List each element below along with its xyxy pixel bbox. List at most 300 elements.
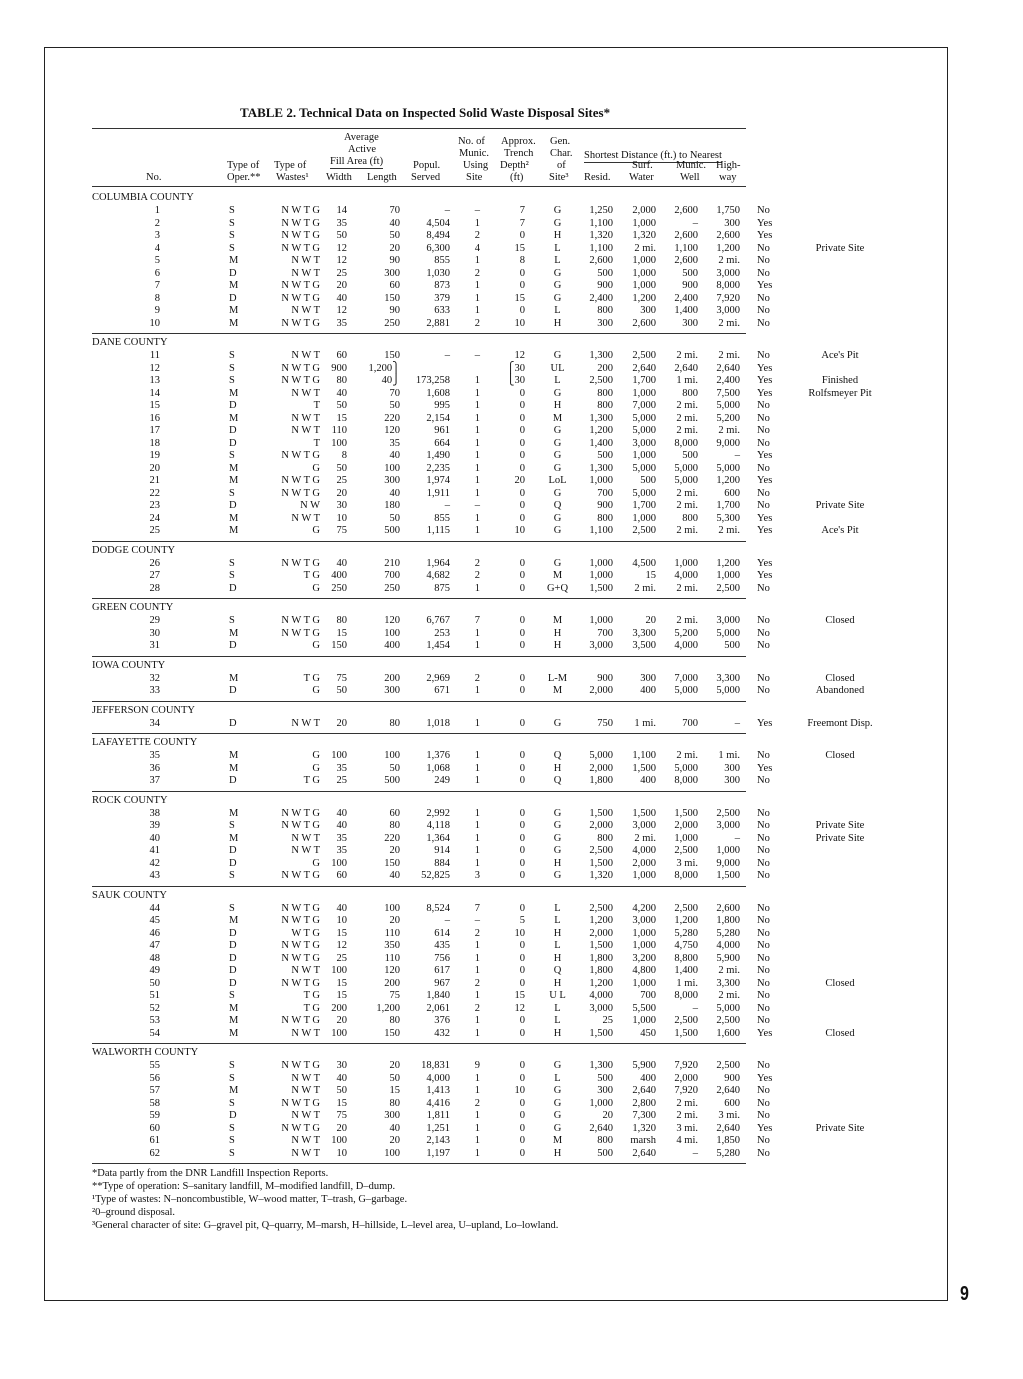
site-no-cell: 60 bbox=[149, 1122, 160, 1134]
fill-length-cell: 400 bbox=[384, 640, 400, 651]
site-no-cell: 2 bbox=[154, 217, 160, 229]
munic-using-cell: 2 bbox=[474, 927, 480, 939]
table-row bbox=[0, 990, 1023, 1003]
munic-using-cell: 4 bbox=[474, 242, 480, 254]
yes-no-cell: No bbox=[757, 350, 770, 361]
fill-width-cell: 75 bbox=[336, 672, 347, 684]
site-character-cell: G bbox=[553, 832, 562, 844]
site-no-cell: 20 bbox=[149, 462, 160, 474]
site-no-cell: 58 bbox=[149, 1097, 160, 1109]
type-wastes-cell: N W T G bbox=[281, 487, 320, 499]
population-cell: 1,974 bbox=[426, 475, 450, 486]
dist-surface-water-cell: 400 bbox=[640, 685, 656, 696]
dist-surface-water-cell: 1 mi. bbox=[634, 717, 656, 729]
fill-length-cell: 50 bbox=[389, 1072, 400, 1084]
type-wastes-cell: G bbox=[312, 582, 320, 594]
site-character-cell: G bbox=[553, 267, 562, 279]
type-oper-cell: S bbox=[229, 362, 235, 374]
site-no-cell: 43 bbox=[149, 870, 160, 881]
site-no-cell: 49 bbox=[149, 965, 160, 976]
fill-length-cell: 300 bbox=[384, 267, 400, 279]
fill-width-cell: 100 bbox=[331, 1135, 347, 1146]
type-oper-cell: M bbox=[229, 525, 239, 536]
site-no-cell: 6 bbox=[154, 267, 160, 279]
site-character-cell: U L bbox=[549, 990, 566, 1001]
fill-width-cell: 50 bbox=[336, 462, 347, 474]
site-no-cell: 44 bbox=[149, 902, 160, 914]
dist-resid-cell: 1,300 bbox=[589, 1060, 613, 1071]
dist-surface-water-cell: 1,000 bbox=[632, 387, 656, 399]
dist-munic-well-cell: 5,200 bbox=[674, 627, 698, 639]
dist-munic-well-cell: 2,640 bbox=[674, 362, 698, 374]
site-no-cell: 5 bbox=[154, 255, 160, 266]
dist-resid-cell: 800 bbox=[597, 387, 613, 399]
dist-surface-water-cell: 1,500 bbox=[632, 807, 656, 819]
type-oper-cell: D bbox=[229, 775, 237, 786]
table-row bbox=[0, 388, 1023, 401]
dist-surface-water-cell: 3,300 bbox=[632, 627, 656, 639]
type-wastes-cell: T G bbox=[303, 1002, 320, 1014]
fill-width-cell: 20 bbox=[336, 1015, 347, 1026]
fill-width-cell: 15 bbox=[336, 990, 347, 1001]
type-wastes-cell: N W bbox=[300, 500, 320, 511]
fill-width-cell: 100 bbox=[331, 965, 347, 976]
fill-length-cell: 300 bbox=[384, 685, 400, 696]
yes-no-cell: No bbox=[757, 915, 770, 926]
population-cell: 2,969 bbox=[426, 672, 450, 684]
dist-resid-cell: 1,500 bbox=[589, 940, 613, 951]
fill-length-cell: 80 bbox=[389, 717, 400, 729]
trench-depth-cell: 0 bbox=[519, 1135, 525, 1146]
site-character-cell: L bbox=[554, 915, 561, 926]
dist-munic-well-cell: 1,400 bbox=[674, 965, 698, 976]
fill-length-cell: 120 bbox=[384, 615, 400, 626]
site-character-cell: G bbox=[553, 1110, 562, 1121]
munic-using-cell: 1 bbox=[474, 820, 480, 831]
type-oper-cell: M bbox=[229, 387, 239, 399]
type-oper-cell: D bbox=[229, 952, 237, 964]
munic-using-cell: 1 bbox=[474, 832, 480, 844]
site-character-cell: G bbox=[553, 820, 562, 831]
munic-using-cell: 1 bbox=[474, 990, 480, 1001]
header-resid: Resid. bbox=[584, 172, 611, 183]
munic-using-cell: 1 bbox=[474, 762, 480, 774]
munic-using-cell: 2 bbox=[474, 230, 480, 241]
type-oper-cell: M bbox=[229, 317, 239, 329]
fill-width-cell: 12 bbox=[336, 242, 347, 254]
type-oper-cell: D bbox=[229, 1110, 237, 1121]
fill-length-cell: 90 bbox=[389, 305, 400, 316]
site-character-cell: Q bbox=[553, 775, 562, 786]
dist-surface-water-cell: 1,000 bbox=[632, 267, 656, 279]
trench-depth-cell: 0 bbox=[519, 685, 525, 696]
county-heading: COLUMBIA COUNTY bbox=[92, 192, 194, 203]
yes-no-cell: Yes bbox=[757, 762, 773, 774]
dist-munic-well-cell: 8,000 bbox=[674, 437, 698, 449]
dist-resid-cell: 5,000 bbox=[589, 750, 613, 761]
fill-width-cell: 20 bbox=[336, 717, 347, 729]
trench-depth-cell: 15 bbox=[514, 990, 525, 1001]
population-cell: 1,811 bbox=[426, 1110, 450, 1121]
type-wastes-cell: N W T bbox=[291, 1085, 320, 1096]
fill-length-cell: 180 bbox=[384, 500, 400, 511]
trench-depth-cell: 0 bbox=[519, 807, 525, 819]
dist-highway-cell: 1 mi. bbox=[718, 750, 740, 761]
dist-munic-well-cell: 7,000 bbox=[674, 672, 698, 684]
site-no-cell: 4 bbox=[154, 242, 160, 254]
dist-highway-cell: 2,640 bbox=[716, 362, 740, 374]
site-character-cell: L bbox=[554, 1015, 561, 1026]
site-no-cell: 26 bbox=[149, 557, 160, 569]
fill-width-cell: 10 bbox=[336, 1147, 347, 1159]
dist-highway-cell: 1,000 bbox=[716, 845, 740, 856]
site-no-cell: 18 bbox=[149, 437, 160, 449]
site-character-cell: M bbox=[552, 570, 563, 581]
header-popul-1: Popul. bbox=[413, 160, 441, 171]
dist-highway-cell: 5,000 bbox=[716, 400, 740, 411]
type-oper-cell: M bbox=[229, 255, 239, 266]
type-wastes-cell: T G bbox=[303, 775, 320, 786]
dist-resid-cell: 800 bbox=[597, 305, 613, 316]
site-character-cell: L bbox=[554, 242, 561, 254]
site-no-cell: 48 bbox=[149, 952, 160, 964]
dist-resid-cell: 1,000 bbox=[589, 615, 613, 626]
fill-length-cell: 40 bbox=[389, 450, 400, 461]
munic-using-cell: 1 bbox=[474, 1085, 480, 1096]
dist-highway-cell: 3,000 bbox=[716, 820, 740, 831]
population-cell: 2,143 bbox=[426, 1135, 450, 1146]
dist-highway-cell: 2,600 bbox=[716, 230, 740, 241]
dist-highway-cell: – bbox=[734, 717, 740, 729]
type-wastes-cell: N W T G bbox=[281, 870, 320, 881]
header-fill-1: Average bbox=[344, 132, 379, 143]
dist-resid-cell: 2,500 bbox=[589, 375, 613, 386]
dist-surface-water-cell: 5,900 bbox=[632, 1060, 656, 1071]
fill-width-cell: 35 bbox=[336, 845, 347, 856]
table-row bbox=[0, 1123, 1023, 1136]
dist-munic-well-cell: 2 mi. bbox=[676, 425, 698, 436]
header-length: Length bbox=[367, 172, 397, 183]
population-cell: 1,068 bbox=[426, 762, 450, 774]
population-cell: – bbox=[444, 915, 450, 926]
trench-depth-cell: 0 bbox=[519, 280, 525, 291]
yes-no-cell: No bbox=[757, 870, 770, 881]
footnote-data-source: *Data partly from the DNR Landfill Inspection Reports. bbox=[92, 1168, 329, 1179]
dist-highway-cell: 2,500 bbox=[716, 1015, 740, 1026]
site-no-cell: 31 bbox=[149, 640, 160, 651]
site-no-cell: 35 bbox=[149, 750, 160, 761]
type-wastes-cell: N W T G bbox=[281, 952, 320, 964]
population-cell: – bbox=[444, 205, 450, 216]
munic-using-cell: 1 bbox=[474, 857, 480, 869]
munic-using-cell: 2 bbox=[474, 1097, 480, 1109]
county-heading: GREEN COUNTY bbox=[92, 602, 174, 613]
fill-width-cell: 10 bbox=[336, 512, 347, 524]
header-munic-3: Using bbox=[463, 160, 489, 171]
fill-length-cell: 300 bbox=[384, 1110, 400, 1121]
munic-using-cell: 1 bbox=[474, 412, 480, 424]
site-character-cell: G bbox=[553, 450, 562, 461]
site-character-cell: LoL bbox=[548, 475, 567, 486]
dist-resid-cell: 1,000 bbox=[589, 475, 613, 486]
table-row bbox=[0, 1135, 1023, 1148]
munic-using-cell: 1 bbox=[474, 940, 480, 951]
dist-surface-water-cell: 300 bbox=[640, 672, 656, 684]
type-wastes-cell: N W T G bbox=[281, 1015, 320, 1026]
type-oper-cell: S bbox=[229, 1072, 235, 1084]
county-divider-rule bbox=[92, 598, 746, 599]
footnote-type-operation: **Type of operation: S–sanitary landfill, M–modified landfill, D–dump. bbox=[92, 1181, 396, 1192]
site-character-cell: G bbox=[553, 280, 562, 291]
yes-no-cell: Yes bbox=[757, 717, 773, 729]
dist-resid-cell: 2,000 bbox=[589, 762, 613, 774]
munic-using-cell: 2 bbox=[474, 977, 480, 989]
trench-depth-cell: 0 bbox=[519, 570, 525, 581]
dist-munic-well-cell: 800 bbox=[682, 512, 698, 524]
site-no-cell: 39 bbox=[149, 820, 160, 831]
trench-depth-cell: 8 bbox=[519, 255, 525, 266]
dist-highway-cell: 1,700 bbox=[716, 500, 740, 511]
dist-munic-well-cell: 2,600 bbox=[674, 205, 698, 216]
type-wastes-cell: N W T G bbox=[281, 362, 320, 374]
header-munic-1: No. of bbox=[458, 136, 485, 147]
fill-length-cell: 120 bbox=[384, 425, 400, 436]
fill-width-cell: 50 bbox=[336, 685, 347, 696]
footnote-ground-disposal: ²0–ground disposal. bbox=[92, 1207, 176, 1218]
dist-munic-well-cell: 4,750 bbox=[674, 940, 698, 951]
dist-surface-water-cell: 1,000 bbox=[632, 450, 656, 461]
population-cell: 2,235 bbox=[426, 462, 450, 474]
site-no-cell: 54 bbox=[149, 1027, 160, 1039]
remark-cell: Closed bbox=[825, 977, 855, 989]
table-row bbox=[0, 628, 1023, 641]
fill-length-cell: 300 bbox=[384, 475, 400, 486]
yes-no-cell: No bbox=[757, 615, 770, 626]
dist-surface-water-cell: 2,800 bbox=[632, 1097, 656, 1109]
site-character-cell: G bbox=[553, 462, 562, 474]
table-row bbox=[0, 763, 1023, 776]
trench-depth-cell: 0 bbox=[519, 902, 525, 914]
yes-no-cell: No bbox=[757, 685, 770, 696]
dist-surface-water-cell: 1,000 bbox=[632, 255, 656, 266]
table-row bbox=[0, 570, 1023, 583]
type-oper-cell: D bbox=[229, 717, 237, 729]
page-number: 9 bbox=[960, 1283, 969, 1305]
remark-cell: Closed bbox=[825, 672, 855, 684]
table-row bbox=[0, 205, 1023, 218]
type-oper-cell: S bbox=[229, 820, 235, 831]
fill-length-cell: 100 bbox=[384, 627, 400, 639]
type-wastes-cell: T bbox=[313, 437, 320, 449]
fill-width-cell: 40 bbox=[336, 387, 347, 399]
trench-depth-cell: 0 bbox=[519, 1147, 525, 1159]
dist-munic-well-cell: – bbox=[692, 1147, 698, 1159]
dist-surface-water-cell: 300 bbox=[640, 305, 656, 316]
population-cell: 4,118 bbox=[426, 820, 450, 831]
trench-depth-cell: 0 bbox=[519, 832, 525, 844]
site-no-cell: 29 bbox=[149, 615, 160, 626]
site-no-cell: 40 bbox=[149, 832, 160, 844]
population-cell: – bbox=[444, 350, 450, 361]
fill-width-cell: 30 bbox=[336, 1060, 347, 1071]
dist-highway-cell: 3,300 bbox=[716, 672, 740, 684]
table-row bbox=[0, 673, 1023, 686]
county-divider-rule bbox=[92, 1043, 746, 1044]
type-wastes-cell: N W T bbox=[291, 267, 320, 279]
dist-surface-water-cell: 3,500 bbox=[632, 640, 656, 651]
fill-length-cell: 100 bbox=[384, 750, 400, 761]
fill-width-cell: 15 bbox=[336, 927, 347, 939]
site-character-cell: G+Q bbox=[546, 582, 569, 594]
munic-using-cell: 1 bbox=[474, 640, 480, 651]
type-oper-cell: M bbox=[229, 512, 239, 524]
munic-using-cell: 1 bbox=[474, 685, 480, 696]
type-wastes-cell: N W T G bbox=[281, 940, 320, 951]
fill-width-cell: 110 bbox=[331, 425, 347, 436]
site-no-cell: 16 bbox=[149, 412, 160, 424]
dist-highway-cell: 900 bbox=[724, 1072, 740, 1084]
dist-munic-well-cell: 3 mi. bbox=[676, 1122, 698, 1134]
county-divider-rule bbox=[92, 791, 746, 792]
trench-depth-cell: 0 bbox=[519, 500, 525, 511]
type-oper-cell: S bbox=[229, 205, 235, 216]
table-row bbox=[0, 375, 1023, 388]
header-type-oper-2: Oper.** bbox=[227, 172, 261, 183]
dist-highway-cell: 1,850 bbox=[716, 1135, 740, 1146]
dist-munic-well-cell: 3 mi. bbox=[676, 857, 698, 869]
site-no-cell: 53 bbox=[149, 1015, 160, 1026]
type-oper-cell: D bbox=[229, 640, 237, 651]
dist-munic-well-cell: 2,500 bbox=[674, 1015, 698, 1026]
yes-no-cell: No bbox=[757, 820, 770, 831]
population-cell: 8,524 bbox=[426, 902, 450, 914]
table-row bbox=[0, 280, 1023, 293]
fill-width-cell: 15 bbox=[336, 627, 347, 639]
dist-resid-cell: 500 bbox=[597, 450, 613, 461]
population-cell: 633 bbox=[434, 305, 450, 316]
yes-no-cell: Yes bbox=[757, 1122, 773, 1134]
dist-highway-cell: 3,300 bbox=[716, 977, 740, 989]
dist-surface-water-cell: 1,000 bbox=[632, 940, 656, 951]
yes-no-cell: Yes bbox=[757, 1027, 773, 1039]
fill-width-cell: 40 bbox=[336, 1072, 347, 1084]
fill-width-cell: 14 bbox=[336, 205, 347, 216]
site-no-cell: 46 bbox=[149, 927, 160, 939]
site-character-cell: UL bbox=[550, 362, 565, 374]
dist-highway-cell: 2,600 bbox=[716, 902, 740, 914]
dist-highway-cell: 5,280 bbox=[716, 927, 740, 939]
fill-length-cell: 80 bbox=[389, 1097, 400, 1109]
type-oper-cell: S bbox=[229, 870, 235, 881]
population-cell: 2,154 bbox=[426, 412, 450, 424]
dist-resid-cell: 1,500 bbox=[589, 857, 613, 869]
table-row bbox=[0, 1148, 1023, 1161]
population-cell: 52,825 bbox=[421, 870, 450, 881]
yes-no-cell: Yes bbox=[757, 450, 773, 461]
yes-no-cell: Yes bbox=[757, 280, 773, 291]
dist-resid-cell: 1,320 bbox=[589, 870, 613, 881]
table-row bbox=[0, 255, 1023, 268]
population-cell: 1,840 bbox=[426, 990, 450, 1001]
site-character-cell: L bbox=[554, 1072, 561, 1084]
dist-surface-water-cell: 1,000 bbox=[632, 977, 656, 989]
population-cell: – bbox=[444, 500, 450, 511]
fill-width-cell: 75 bbox=[336, 1110, 347, 1121]
yes-no-cell: No bbox=[757, 940, 770, 951]
population-cell: 873 bbox=[434, 280, 450, 291]
dist-resid-cell: 1,000 bbox=[589, 557, 613, 569]
site-no-cell: 51 bbox=[149, 990, 160, 1001]
table-row bbox=[0, 218, 1023, 231]
site-character-cell: G bbox=[553, 870, 562, 881]
type-oper-cell: M bbox=[229, 1027, 239, 1039]
fill-width-cell: 40 bbox=[336, 807, 347, 819]
table-row bbox=[0, 350, 1023, 363]
table-row bbox=[0, 718, 1023, 731]
dist-munic-well-cell: 500 bbox=[682, 450, 698, 461]
dist-surface-water-cell: 3,200 bbox=[632, 952, 656, 964]
dist-highway-cell: 5,280 bbox=[716, 1147, 740, 1159]
yes-no-cell: No bbox=[757, 1085, 770, 1096]
dist-surface-water-cell: 1,000 bbox=[632, 280, 656, 291]
table-row bbox=[0, 400, 1023, 413]
dist-munic-well-cell: 7,920 bbox=[674, 1060, 698, 1071]
munic-using-cell: 1 bbox=[474, 400, 480, 411]
dist-highway-cell: – bbox=[734, 832, 740, 844]
fill-length-cell: 60 bbox=[389, 807, 400, 819]
header-fill-2: Active bbox=[348, 144, 376, 155]
dist-munic-well-cell: 300 bbox=[682, 317, 698, 329]
site-no-cell: 17 bbox=[149, 425, 160, 436]
fill-length-cell: 1,200 bbox=[376, 1002, 400, 1014]
trench-depth-cell: 0 bbox=[519, 1110, 525, 1121]
type-oper-cell: D bbox=[229, 425, 237, 436]
munic-using-cell: 1 bbox=[474, 305, 480, 316]
site-no-cell: 28 bbox=[149, 582, 160, 594]
munic-using-cell: 1 bbox=[474, 1027, 480, 1039]
dist-surface-water-cell: 1,000 bbox=[632, 512, 656, 524]
fill-width-cell: 25 bbox=[336, 475, 347, 486]
munic-using-cell: – bbox=[474, 205, 480, 216]
dist-resid-cell: 2,400 bbox=[589, 292, 613, 304]
population-cell: 614 bbox=[434, 927, 450, 939]
dist-munic-well-cell: 2 mi. bbox=[676, 750, 698, 761]
type-oper-cell: D bbox=[229, 940, 237, 951]
site-character-cell: L bbox=[554, 255, 561, 266]
trench-depth-cell: 0 bbox=[519, 640, 525, 651]
dist-munic-well-cell: 5,000 bbox=[674, 475, 698, 486]
site-character-cell: H bbox=[553, 230, 562, 241]
munic-using-cell: 1 bbox=[474, 1015, 480, 1026]
site-character-cell: G bbox=[553, 717, 562, 729]
fill-width-cell: 50 bbox=[336, 230, 347, 241]
yes-no-cell: No bbox=[757, 927, 770, 939]
fill-length-cell: 35 bbox=[389, 437, 400, 449]
yes-no-cell: Yes bbox=[757, 375, 773, 386]
dist-highway-cell: 2,500 bbox=[716, 582, 740, 594]
dist-highway-cell: 2 mi. bbox=[718, 350, 740, 361]
table-row bbox=[0, 488, 1023, 501]
type-wastes-cell: G bbox=[312, 750, 320, 761]
header-top-rule bbox=[92, 128, 746, 129]
population-cell: 1,608 bbox=[426, 387, 450, 399]
dist-resid-cell: 2,640 bbox=[589, 1122, 613, 1134]
type-oper-cell: D bbox=[229, 845, 237, 856]
dist-highway-cell: 5,900 bbox=[716, 952, 740, 964]
dist-resid-cell: 300 bbox=[597, 1085, 613, 1096]
munic-using-cell: – bbox=[474, 500, 480, 511]
trench-depth-cell: 0 bbox=[519, 775, 525, 786]
